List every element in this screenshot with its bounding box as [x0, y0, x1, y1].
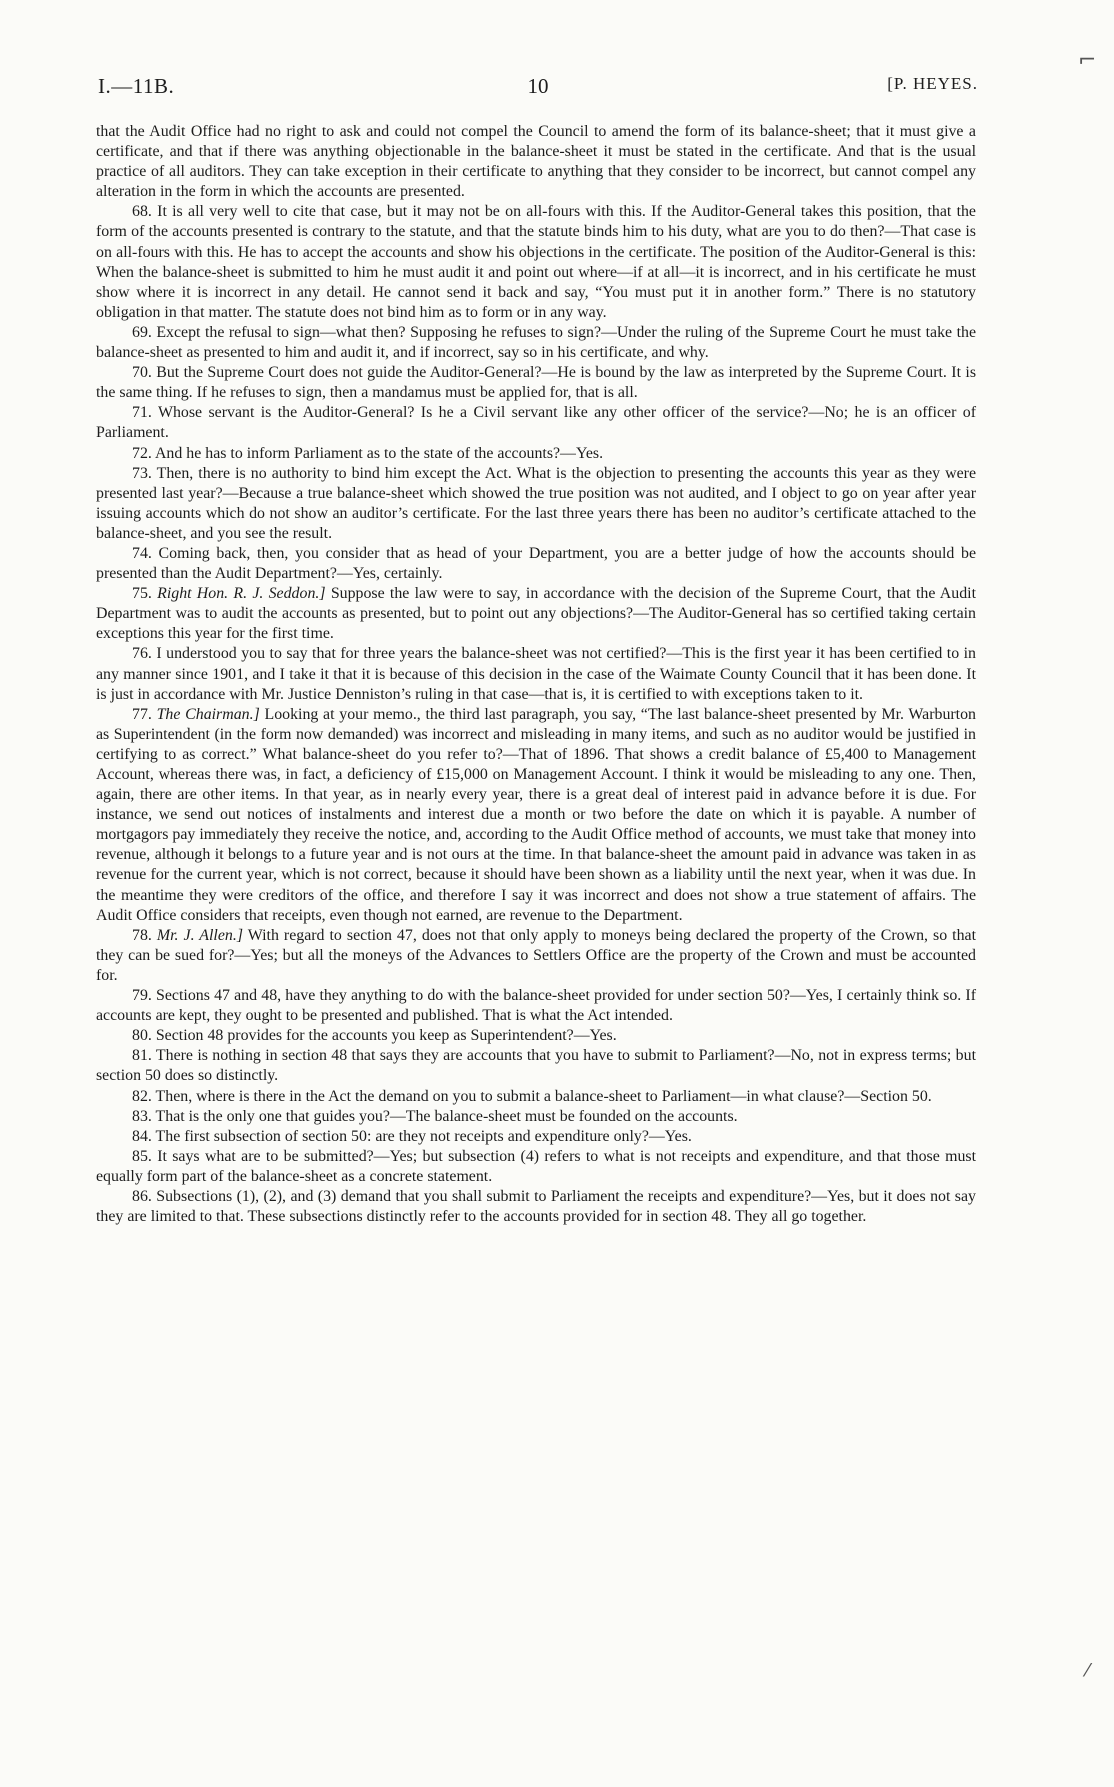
- paragraph: 74. Coming back, then, you consider that as head of your Department, you are a better judge of how the accounts should be presented than the Audit Department?—Yes, certainly.: [96, 544, 976, 583]
- paragraph: 70. But the Supreme Court does not guide the Auditor-General?—He is bound by the law as interpreted by the Supreme Court. It is the same thing. If he refuses to sign, then a mandamus must be applied for, that is all.: [96, 364, 976, 402]
- paragraph: 81. There is nothing in section 48 that says they are accounts that you have to submit to Parliament?—No, not in express terms; but section 50 does so distinctly.: [96, 1047, 976, 1085]
- paragraph: 68. It is all very well to cite that case, but it may not be on all-fours with this. If the Auditor-General takes this position, that the form of the accounts presented is contrary to the statute, and that the statute binds him to his duty, what are you to do then?—That case is on all-fours with this. He has to accept the accounts and show his objections in the certificate. The position of the Auditor-General is this: When the balance-sheet is submitted to him he must audit it and point out where—if at all—it is incorrect, and in his certificate he must show where it is incorrect in any detail. He cannot send it back and say, “You must put it in another form.” There is no statutory obligation in that matter. The statute does not bind him as to form or in any way.: [96, 203, 976, 321]
- paragraph-text: Suppose the law were to say, in accordance with the decision of the Supreme Court, that the Audit Department was to audit the accounts as presented, but to point out any objections?—The Auditor-General has so certified taking certain exceptions this year for the first time.: [96, 585, 976, 643]
- margin-mark-icon: ⁄: [1086, 1660, 1090, 1681]
- question-number: 78.: [132, 926, 157, 944]
- speaker-name: The Chairman.]: [156, 705, 260, 723]
- paragraph: 73. Then, there is no authority to bind him except the Act. What is the objection to presenting the accounts this year as they were presented last year?—Because a true balance-sheet which showed the true position was not audited, and I object to go on year after year issuing accounts which do not show an auditor’s certificate. For the last three years there has been no auditor’s certificate attached to the balance-sheet, and you see the result.: [96, 464, 976, 542]
- paragraph: 69. Except the refusal to sign—what then? Supposing he refuses to sign?—Under the ruling of the Supreme Court he must take the balance-sheet as presented to him and audit it, and if incorrect, say so in his certificate, and why.: [96, 323, 976, 362]
- speaker-name: Right Hon. R. J. Seddon.]: [157, 585, 326, 603]
- paragraph: 84. The first subsection of section 50: are they not receipts and expenditure only?—Yes.: [132, 1127, 692, 1145]
- paragraph: [96, 926, 976, 986]
- paragraph: 76. I understood you to say that for three years the balance-sheet was not certified?—This is the first year it has been certified to in any manner since 1901, and I take it that it is because of this decision in the case of the Waimate County Council that it has been done. It is just in accordance with Mr. Justice Denniston’s ruling in that case—that is, it is certified to with exceptions taken to it.: [96, 645, 976, 703]
- paper-reference: I.—11B.: [98, 74, 175, 98]
- question-number: 75.: [132, 585, 158, 603]
- paragraph: [96, 705, 976, 926]
- page-header: [98, 74, 978, 104]
- paragraph: 85. It says what are to be submitted?—Yes; but subsection (4) refers to what is not receipts and expenditure, and that those must equally form part of the balance-sheet as a concrete statement.: [96, 1147, 976, 1185]
- paragraph: 72. And he has to inform Parliament as to the state of the accounts?—Yes.: [132, 444, 604, 462]
- paragraph: 83. That is the only one that guides you?—The balance-sheet must be founded on the accounts.: [132, 1107, 738, 1125]
- paragraph: 71. Whose servant is the Auditor-General? Is he a Civil servant like any other officer of the service?—No; he is an officer of Parliament.: [96, 404, 976, 442]
- witness-name: [P. HEYES.: [887, 74, 978, 93]
- paragraph: 82. Then, where is there in the Act the demand on you to submit a balance-sheet to Parliament—in what clause?—Section 50.: [132, 1087, 932, 1105]
- margin-mark-icon: ⌐: [1078, 48, 1097, 73]
- paragraph: 79. Sections 47 and 48, have they anything to do with the balance-sheet provided for under section 50?—Yes, I certainly think so. If accounts are kept, they ought to be presented and published. That is what the Act intended.: [96, 987, 976, 1025]
- paragraph-text: Looking at your memo., the third last paragraph, you say, “The last balance-sheet presented by Mr. Warburton as Superintendent (in the form now demanded) was incorrect and misleading in many items, and such as no auditor would be justified in certifying to as correct.” What balance-sheet do you refer to?—That of 1896. That shows a credit balance of £5,400 to Management Account, whereas there was, in fact, a deficiency of £15,000 on Management Account. I think it would be misleading to any one. Then, again, there are other items. In that year, as in nearly every year, there is a great deal of interest paid in advance before it is due. For instance, we send out notices of instalments and interest due a month or two before the date on which it is payable. A number of mortgagors pay immediately they receive the notice, and, according to the Audit Office method of accounts, we must take that money into revenue, although it belongs to a future year and is not ours at the time. In that balance-sheet the amount paid in advance was taken in as revenue for the current year, which is not correct, because it should have been shown as a liability until the next year, when it was due. In the meantime they were creditors of the office, and therefore I say it was incorrect and does not show a true statement of affairs. The Audit Office considers that receipts, even though not earned, are revenue to the Department.: [96, 705, 976, 924]
- paragraph-text: With regard to section 47, does not that only apply to moneys being declared the property of the Crown, so that they can be sued for?—Yes; but all the moneys of the Advances to Settlers Office are the property of the Crown and must be accounted for.: [96, 926, 976, 984]
- paragraph: [96, 584, 976, 644]
- question-number: 77.: [132, 705, 157, 723]
- paragraph: 80. Section 48 provides for the accounts you keep as Superintendent?—Yes.: [132, 1027, 617, 1045]
- page-number: 10: [527, 74, 549, 98]
- page-body: [96, 122, 976, 1227]
- speaker-name: Mr. J. Allen.]: [156, 926, 244, 944]
- paragraph: 86. Subsections (1), (2), and (3) demand that you shall submit to Parliament the receipts and expenditure?—Yes, but it does not say they are limited to that. These subsections distinctly refer to the accounts provided for in section 48. They all go together.: [96, 1187, 976, 1226]
- paragraph: that the Audit Office had no right to ask and could not compel the Council to amend the form of its balance-sheet; that it must give a certificate, and that if there was anything objectionable in the balance-sheet it must be stated in the certificate. And that is the usual practice of all auditors. They can take exception in their certificate to anything that they consider to be incorrect, but cannot compel any alteration in the form in which the accounts are presented.: [96, 123, 976, 201]
